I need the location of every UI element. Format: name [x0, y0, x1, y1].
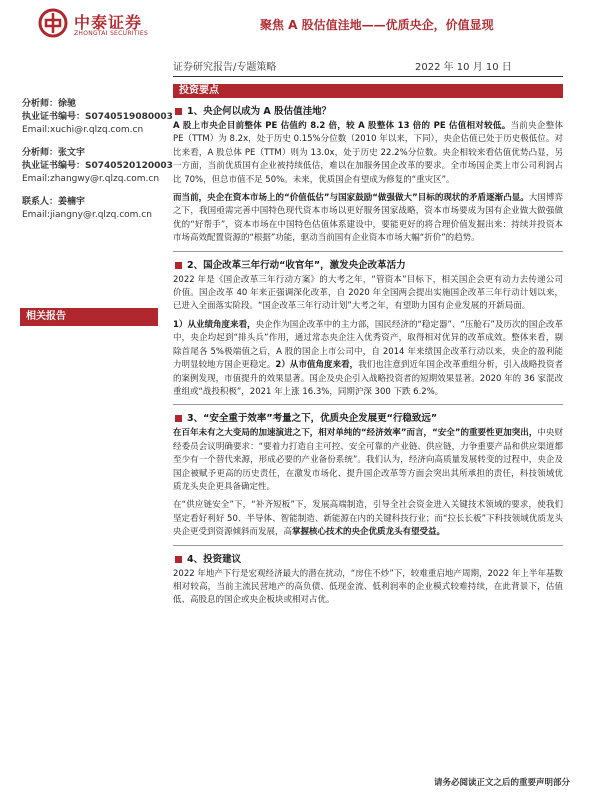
company-logo [38, 8, 168, 44]
report-title: 聚焦 A 股估值洼地——优质央企，价值显现 [260, 18, 494, 32]
analyst-2-license: 执业证书编号：S0740520120003 [22, 161, 173, 171]
section-1-heading: 1、央企何以成为 A 股估值洼地？ [173, 104, 563, 120]
related-reports-header: 相关报告 [20, 308, 158, 326]
analyst-1-email[interactable]: Email:xuchi@r.qlzq.com.cn [22, 125, 144, 135]
report-date: 2022 年 10 月 10 日 [415, 62, 512, 73]
contact-name: 联系人：姜楠宇 [22, 197, 86, 207]
section-3-paragraph-2: 在“供应链安全”下，“补齐短板”下，发展高端制造，引导全社会资金进入关键技术领域的要求，使我们坚定看好利好 50、半导体、智能制造、新能源在内的关键科技行业；而“拉长长板”下科技领域优质龙头央企更受到资源倾斜而发展，高掌握核心技术的央企优质龙头有望受益。 [173, 500, 563, 538]
section-title: 投资要点 [173, 84, 563, 98]
analyst-sidebar [22, 98, 173, 222]
brand-name-en: ZHONGTAI SECURITIES [74, 30, 149, 37]
section-4-paragraph-1: 2022 年地产下行是宏观经济最大的潜在扰动，“房住不炒”下，较难重启地产周期，2022 年上半年基数相对较高，当前主流民营地产的高负债、低现金流、低利润率的企业模式较难持续，在此背景下，估值低、高股息的国企或央企板块或相对占优。 [173, 568, 563, 606]
zhongtai-logo-icon [38, 8, 68, 38]
analyst-1-license: 执业证书编号：S0740519080003 [22, 112, 173, 122]
section-4-heading: 4、投资建议 [173, 552, 563, 568]
analyst-1-name: 分析师：徐驰 [22, 99, 77, 109]
brand-name-cn: 中泰证券 [74, 13, 143, 32]
section-3-paragraph-1: 在百年未有之大变局的加速演进之下，相对单纯的“经济效率”而言，“安全”的重要性更加突出，中央财经委员会议明确要求：“要着力打造自主可控、安全可靠的产业链、供应链，力争重要产品和供应渠道都至少有一个替代来源，形成必要的产业备份系统”。我们认为，经济向高质量发展转变的过程中，央企及国企被赋予更高的历史责任，在激发市场化、提升国企改革等方面会突出其所承担的责任，科技领域优质龙头央企更具备确定性。 [173, 428, 563, 492]
report-meta [173, 58, 563, 72]
section-2-paragraph-2: 1）从业绩角度来看，央企作为国企改革中的主力部，国民经济的“稳定器”、“压舱石”及历次的国企改革中，央企均起到“排头兵”作用，通过常态央企注入优秀资产，取得相对优异的改革成效。整体来看，剔除首尾各 5%极端值之后，A 股的国企上市公司中，自 2014 年来绩国企改革行动以来，央企的盈利能力明显较地方国企更稳定。2）从市值角度来看，我们也注意到近年国企改革重组分析，引入战略投资者的案例发现，市值提升的效果显著。国企及央企引入战略投资者的短期效果显著。2020 年的 36 家混改重组或“战投积极”，2021 年上涨 16.3%，同期沪深 300 下跌 6.2%。 [173, 319, 563, 397]
bullet-square-icon [175, 415, 182, 422]
contact-email[interactable]: Email:jiangny@r.qlzq.com.cn [22, 210, 152, 220]
section-1-paragraph-2: 而当前，央企在资本市场上的“价值低估”与国家鼓励“做强做大”目标的现状的矛盾逐渐凸显。大国博弈之下，我国亟需完善中国特色现代资本市场以更好服务国家战略，资本市场要成为国有企业做大做强做优的“好帮手”，资本市场在中国特色估值体系建设中，要能更好的将合理价值发掘出来：持续并投资本市场高效配置资源的“根据”功能，驱动当前国有企业资本市场大幅“折价”的趋势。 [173, 193, 563, 244]
section-2-heading: 2、国企改革三年行动“收官年”，激发央企改革活力 [173, 258, 563, 274]
main-content [173, 84, 563, 613]
divider [173, 404, 563, 405]
report-type: 证券研究报告/专题策略 [173, 62, 277, 73]
divider [173, 251, 563, 252]
analyst-2-email[interactable]: Email:zhangwy@r.qlzq.com.cn [22, 174, 160, 184]
divider [173, 545, 563, 546]
bullet-square-icon [175, 108, 182, 115]
footer-disclaimer: 请务必阅读正文之后的重要声明部分 [433, 778, 570, 788]
bullet-square-icon [175, 262, 182, 269]
section-3-heading: 3、“安全重于效率”考量之下，优质央企发展更“行稳致远” [173, 411, 563, 427]
analyst-2-name: 分析师：张文宇 [22, 148, 86, 158]
section-1-paragraph-1: A 股上市央企目前整体 PE 估值约 8.2 倍，较 A 股整体 13 倍的 PE 估值相对较低。当前央企整体 PE（TTM）为 8.2x，处于历史 0.15%分位数（2010 年以来，下同），央企估值已处于历史极低位。对比来看，A 股总体 PE（TTM）则为 13.0x，处于历史 22.2%分位数。央企相较来看估值优势凸显，另一方面，当前优质国有企业被持续低估，难以在加服务国企改革的要求。全市场国企类上市公司利润占比 70%，但总市值不足 50%。未来，优质国企有望成为修复的“重灾区”。 [173, 121, 563, 185]
section-2-paragraph-1: 2022 年是《国企改革三年行动方案》的大考之年，“管资本”目标下，相关国企会更有动力去传递公司价值。国企改革 40 年来正强调深化改革，自 2020 年全国两会提出实施国企改革三年行动计划以来，已进入全面落实阶段。“国企改革三年行动计划”大考之年，有望助力国有企业发展的开新局面。 [173, 274, 563, 312]
header-divider [173, 76, 563, 77]
bullet-square-icon [175, 556, 182, 563]
